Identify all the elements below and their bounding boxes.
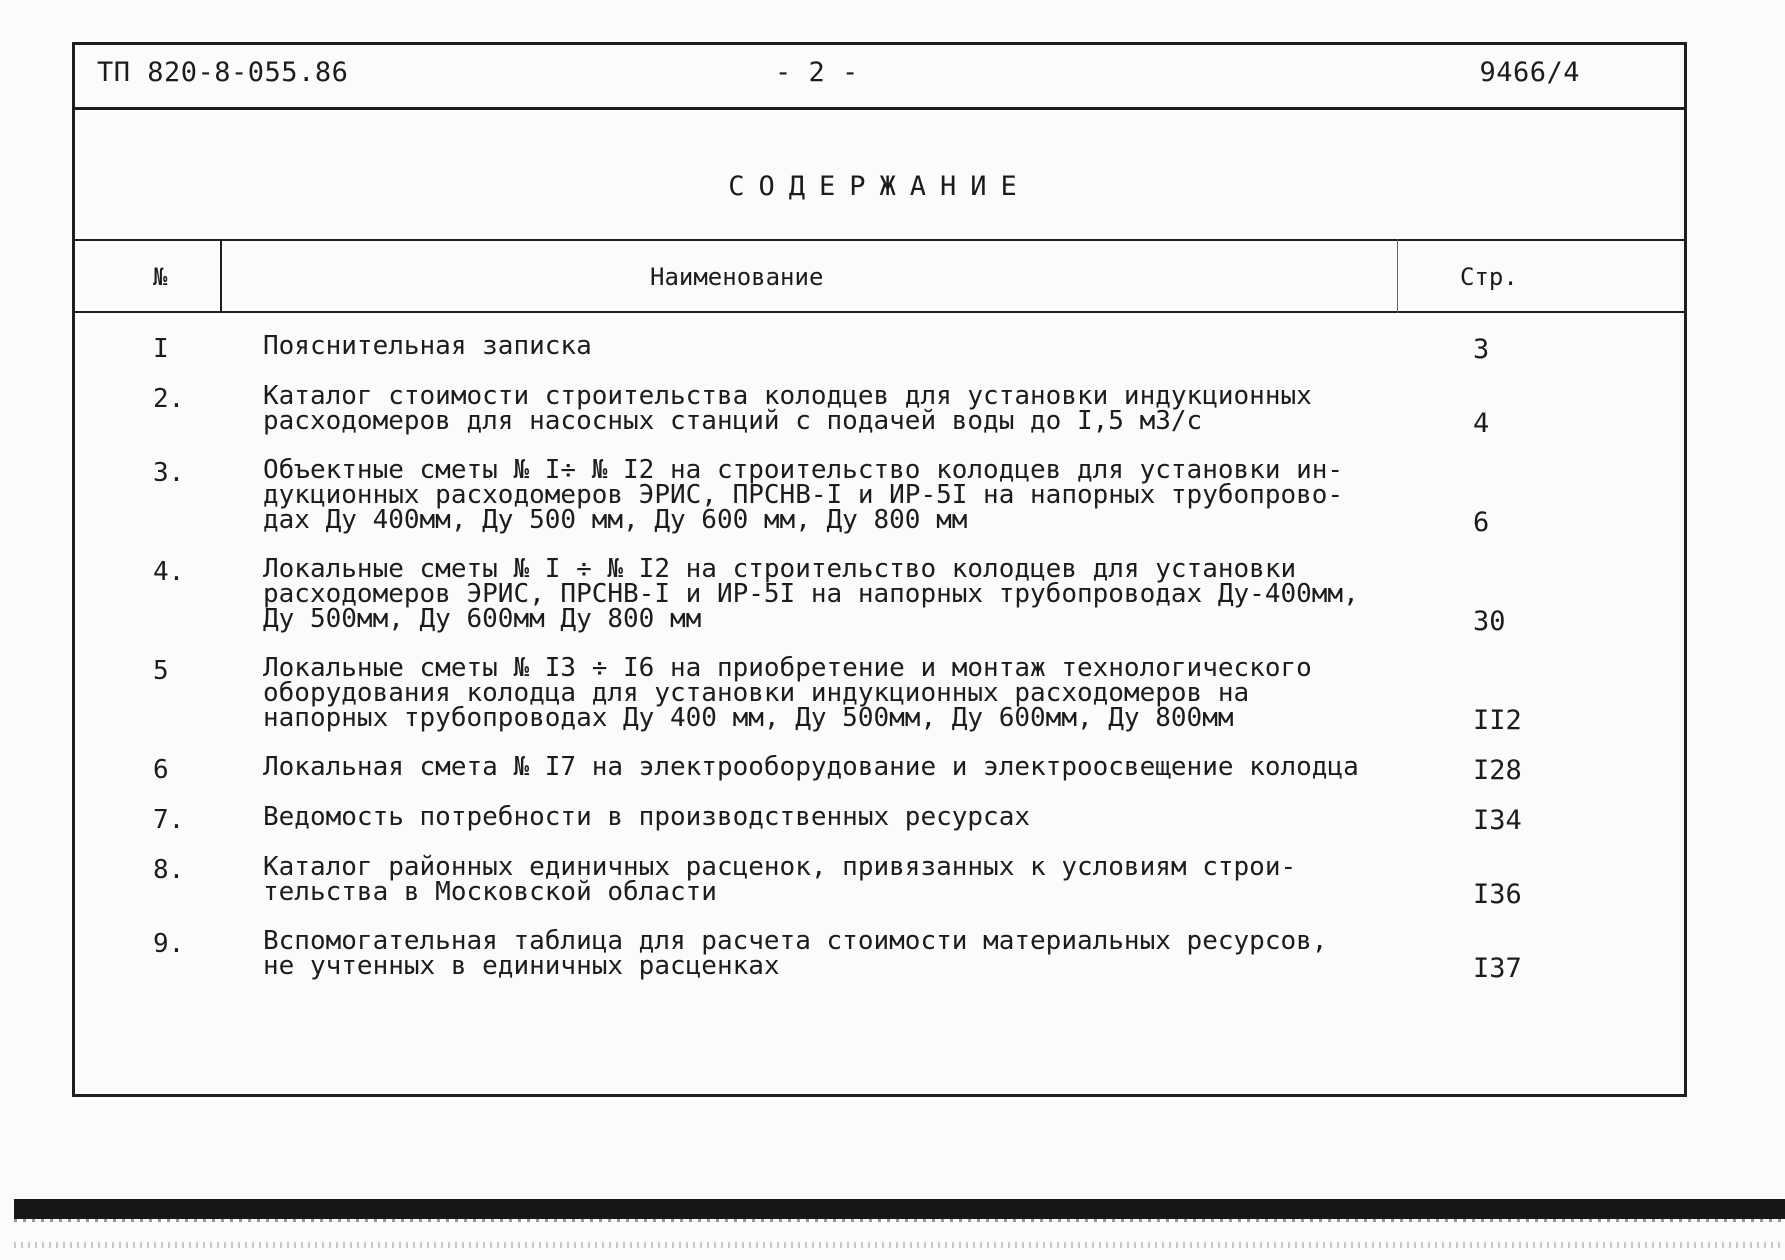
row-title: Каталог районных единичных расценок, привязанных к условиям строи- тельства в Московской области [263,852,1297,907]
row-title: Локальные сметы № I3 ÷ I6 на приобретение и монтаж технологического оборудования колодца для установки индукционных расходомеров на напорных трубопроводах Ду 400 мм, Ду 500мм, Ду 600мм, Ду 800мм [263,653,1312,733]
row-title: Локальные сметы № I ÷ № I2 на строительство колодцев для установки расходомеров ЭРИС, ПРСНВ-I и ИР-5I на напорных трубопроводах Ду-400мм, Ду 500мм, Ду 600мм Ду 800 мм [263,554,1359,634]
scan-edge-bar [14,1199,1785,1219]
header-page: Стр. [1460,263,1518,291]
header-strip [75,45,1684,110]
scan-noise-strip [14,1242,1785,1248]
row-page: I28 [1473,755,1522,786]
header-name: Наименование [650,263,824,291]
row-page: I37 [1473,953,1522,984]
row-title: Каталог стоимости строительства колодцев для установки индукционных расходомеров для насосных станций с подачей воды до I,5 м3/с [263,381,1312,436]
scan-edge-texture [14,1219,1785,1222]
row-number: I [153,334,169,364]
page-title: СОДЕРЖАНИЕ [728,171,1031,202]
row-page: II2 [1473,705,1522,736]
row-number: 4. [153,557,185,587]
row-page: 6 [1473,507,1490,538]
row-number: 3. [153,458,185,488]
row-page: I36 [1473,879,1522,910]
row-page: 3 [1473,334,1490,365]
column-divider [220,239,222,313]
document-frame [72,42,1687,1097]
row-page: 4 [1473,408,1490,439]
row-number: 2. [153,384,185,414]
row-number: 9. [153,929,185,959]
row-page: I34 [1473,805,1522,836]
document-code: ТП 820-8-055.86 [97,57,349,88]
header-number: № [153,263,168,291]
row-number: 8. [153,855,185,885]
row-title: Пояснительная записка [263,331,592,361]
row-number: 7. [153,805,185,835]
row-title: Локальная смета № I7 на электрооборудование и электроосвещение колодца [263,752,1359,782]
column-divider [1397,239,1398,313]
page-number: - 2 - [775,57,859,88]
row-title: Вспомогательная таблица для расчета стоимости материальных ресурсов, не учтенных в единичных расценках [263,926,1328,981]
row-page: 30 [1473,606,1506,637]
document-number: 9466/4 [1479,57,1580,88]
row-number: 6 [153,755,169,785]
row-title: Ведомость потребности в производственных ресурсах [263,802,1031,832]
row-number: 5 [153,656,169,686]
row-title: Объектные сметы № I÷ № I2 на строительство колодцев для установки ин- дукционных расходомеров ЭРИС, ПРСНВ-I и ИР-5I на напорных трубопрово- дах Ду 400мм, Ду 500 мм, Ду 600 мм, Ду 800 мм [263,455,1344,535]
table-header [75,239,1684,313]
